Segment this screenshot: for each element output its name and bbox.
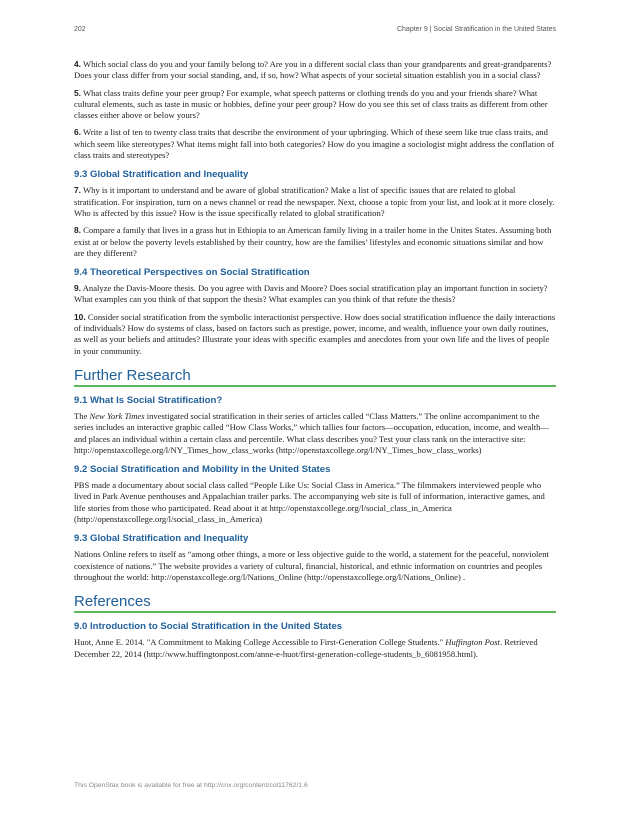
question-5 — [74, 88, 556, 122]
question-text: Compare a family that lives in a grass hut in Ethiopia to an American family living in a trailer home in the Unites States. Assuming both exist at or below the poverty levels established by their country, how are the families’ lifestyles and economic situations similar and how are they different? — [74, 225, 552, 258]
reference-heading-9-0: 9.0 Introduction to Social Stratification in the United States — [74, 621, 343, 633]
page-content — [74, 59, 556, 668]
research-paragraph-9-1: The New York Times investigated social stratification in their series of articles called “Class Matters.” The online accompaniment to the series includes an interactive graphic called “How Class Works,” which tallies four factors—occupation, education, income, and wealth—and places an individual within a certain class and percentile. What class describes you? Test your class rank on the interactive site: http://openstaxcollege.org/l/NY_Times_how_class_works (http://openstaxcollege.org/l/NY_Times_how_class_works) — [74, 410, 549, 455]
research-heading-9-2: 9.2 Social Stratification and Mobility in the United States — [74, 464, 331, 476]
page-number: 202 — [74, 26, 86, 33]
publication-title: Huffington Post — [445, 637, 500, 648]
further-research-title: Further Research — [74, 367, 556, 387]
question-7 — [74, 185, 556, 219]
question-number: 7. — [74, 185, 81, 196]
reference-entry: Huot, Anne E. 2014. "A Commitment to Making College Accessible to First-Generation College Students." Huffington Post. Retrieved December 22, 2014 (http://www.huffingtonpost.com/anne-e-huot/first-generation-college-students_b_6081958.html). — [74, 637, 538, 659]
research-paragraph-9-2: PBS made a documentary about social class called “People Like Us: Social Class in America.” The filmmakers interviewed people who lived in Park Avenue penthouses and Appalachian trailer parks. The accompanying web site is full of information, interactive games, and life stories from those who participated. Read about it at http://openstaxcollege.org/l/social_class_in_America (http://openstaxcollege.org/l/social_class_in_America) — [74, 480, 545, 525]
question-number: 5. — [74, 87, 81, 98]
research-heading-9-1: 9.1 What Is Social Stratification? — [74, 394, 223, 406]
research-heading-9-3: 9.3 Global Stratification and Inequality — [74, 533, 249, 545]
question-number: 4. — [74, 59, 81, 69]
question-number: 6. — [74, 127, 81, 138]
question-text: What class traits define your peer group? For example, what speech patterns or clothing trends do you and your friends share? What cultural elements, such as taste in music or hobbies, define your peer group? How do you see this set of class traits as different from other classes either above or below yours? — [74, 87, 548, 121]
page-footer: This OpenStax book is available for free at http://cnx.org/content/col11762/1.6 — [74, 782, 308, 789]
question-6 — [74, 127, 556, 161]
publication-title: New York Times — [89, 410, 145, 421]
references-title: References — [74, 593, 556, 613]
question-9 — [74, 283, 556, 306]
question-text: Consider social stratification from the symbolic interactionist perspective. How does social stratification influence the daily interactions of individuals? How do systems of class, based on factors such as prestige, power, income, and wealth, influence your own daily routines, as well as your beliefs and attitudes? Illustrate your ideas with specific examples and anecdotes from your own life and the lives of people in your community. — [74, 311, 556, 356]
page-header — [74, 26, 556, 33]
section-heading-9-3: 9.3 Global Stratification and Inequality — [74, 169, 249, 181]
question-text: Which social class do you and your family belong to? Are you in a different social class than your grandparents and great-grandparents? Does your class differ from your social standing, and, if so, how? What aspects of your societal situation establish you in a social class? — [74, 59, 552, 81]
research-paragraph-9-3: Nations Online refers to itself as “among other things, a more or less objective guide to the world, a statement for the peaceful, nonviolent coexistence of nations.” The website provides a variety of cultural, financial, historical, and ethnic information on countries and peoples throughout the world: http://openstaxcollege.org/l/Nations_Online (http://openstaxcollege.org/l/Nations_Online) . — [74, 549, 549, 582]
question-10 — [74, 312, 556, 357]
question-text: Analyze the Davis-Moore thesis. Do you agree with Davis and Moore? Does social stratification play an important function in society? What examples can you think of that support the thesis? What examples can you think of that refute the thesis? — [74, 283, 548, 305]
section-heading-9-4: 9.4 Theoretical Perspectives on Social Stratification — [74, 267, 310, 279]
question-number: 10. — [74, 311, 86, 322]
question-8 — [74, 225, 556, 259]
question-text: Write a list of ten to twenty class traits that describe the environment of your upbringing. Which of these seem like true class traits, and which seem like stereotypes? What items might fall into both categories? How do you imagine a sociologist might address the conflation of class traits and stereotypes? — [74, 127, 555, 161]
question-4 — [74, 59, 556, 82]
question-number: 9. — [74, 283, 81, 294]
question-number: 8. — [74, 225, 81, 236]
chapter-title: Chapter 9 | Social Stratification in the United States — [396, 26, 556, 33]
question-text: Why is it important to understand and be aware of global stratification? Make a list of specific issues that are related to global stratification. For inspiration, turn on a news channel or read the newspaper. Next, choose a topic from your list, and look at it more closely. Who is affected by this issue? How is the issue specifically related to global stratification? — [74, 185, 555, 218]
